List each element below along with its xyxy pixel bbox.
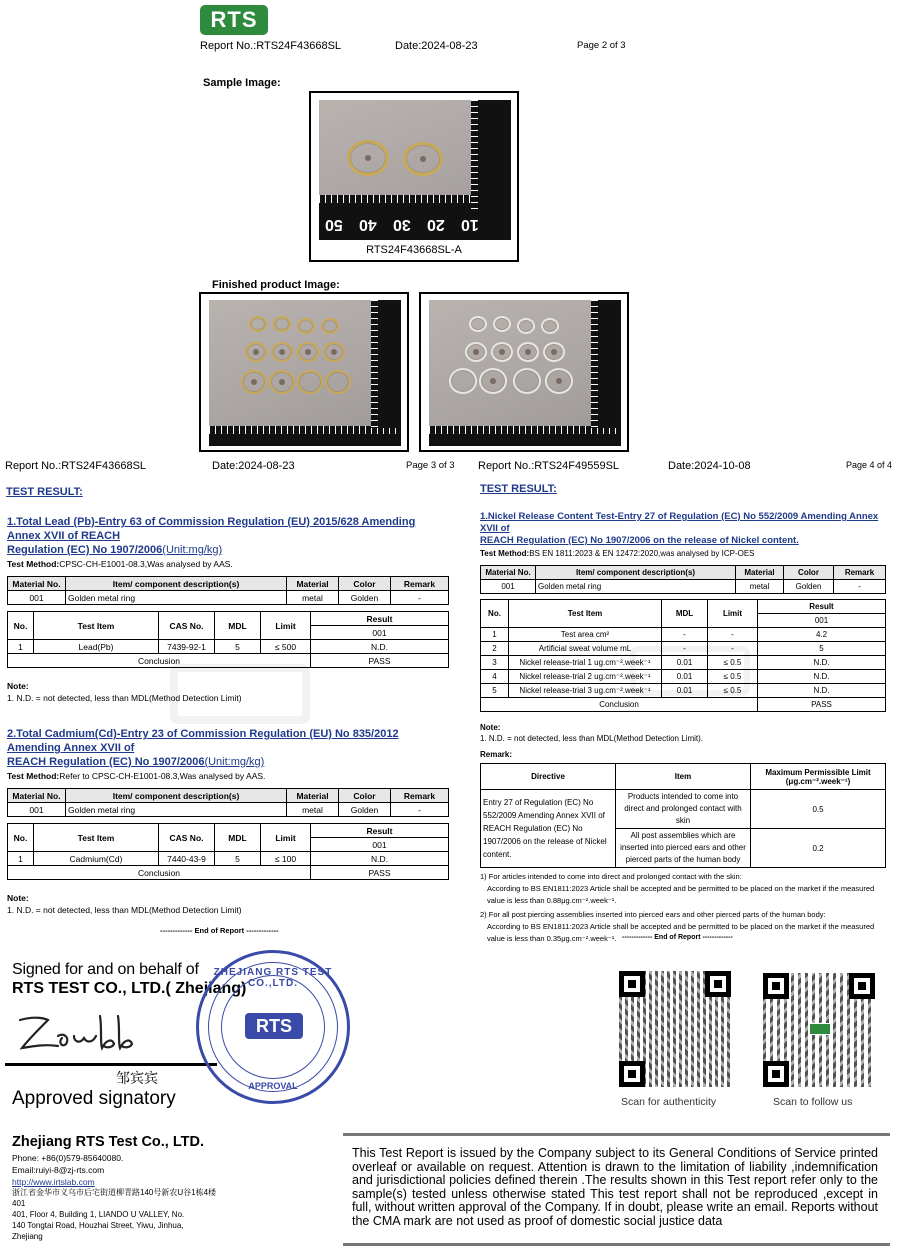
cell: Golden metal ring: [66, 591, 287, 605]
col-color: Color: [339, 577, 391, 591]
method-label: Test Method:: [7, 771, 60, 781]
disclaimer-top-rule: [343, 1133, 890, 1136]
ruler-vertical: [371, 300, 401, 428]
col-color: Color: [339, 789, 391, 803]
cell: All post assemblies which are inserted into pierced ears and other pierced parts of the human body: [616, 829, 751, 868]
sample-image-heading: Sample Image:: [203, 77, 281, 89]
cell: Cadmium(Cd): [34, 852, 159, 866]
col-mdl: MDL: [215, 612, 261, 640]
ruler-number: 10: [461, 216, 479, 233]
section2-result-table: [7, 823, 449, 880]
ring: [245, 342, 267, 362]
finished-image-heading: Finished product Image:: [212, 279, 340, 291]
section1-title: [7, 515, 449, 557]
company-cn-address: 浙江省金华市义乌市后宅街道柳青路140号新农U谷1栋4楼401: [12, 1188, 217, 1208]
conclusion-label: Conclusion: [481, 698, 758, 712]
signed-line2: RTS TEST CO., LTD.( Zhejiang): [12, 980, 247, 997]
company-phone: Phone: +86(0)579-85640080.: [12, 1153, 124, 1163]
remark-note-4: According to BS EN1811:2023 Article shall be accepted and be permitted to be placed on the market if the measured value is less than 0.35μg.cm⁻².week⁻¹.: [487, 922, 875, 943]
finished-photo-gold: [209, 300, 401, 446]
cell: 1: [481, 628, 509, 642]
ruler-number: 20: [427, 216, 445, 233]
result-sample-no: 001: [758, 614, 886, 628]
ring: [513, 368, 541, 394]
left-test-result: TEST RESULT:: [6, 486, 83, 498]
method-text: Refer to CPSC-CH-E1001-08.3,Was analysed by AAS.: [59, 771, 266, 781]
ring: [297, 370, 323, 394]
col-result: Result: [758, 600, 886, 614]
nickel-title: [480, 511, 886, 547]
cell: 7440-43-9: [159, 852, 215, 866]
cell: 2: [481, 642, 509, 656]
nickel-note: 1. N.D. = not detected, less than MDL(Method Detection Limit).: [480, 734, 703, 743]
section1-method: [7, 558, 449, 570]
cell: Test area cm²: [509, 628, 662, 642]
col-result: Result: [311, 824, 449, 838]
cell: 5: [758, 642, 886, 656]
stamp-logo: RTS: [245, 1013, 303, 1039]
nickel-title-line2: REACH Regulation (EC) No 1907/2006 on the release of Nickel content.: [480, 535, 799, 546]
ring: [469, 316, 487, 332]
col-mdl: MDL: [662, 600, 708, 628]
ring: [491, 342, 513, 362]
col-test-item: Test Item: [34, 824, 159, 852]
rts-logo: RTS: [200, 5, 268, 35]
col-test-item: Test Item: [34, 612, 159, 640]
cell: Products intended to come into direct and prolonged contact with skin: [616, 790, 751, 829]
ring: [323, 342, 345, 362]
left-date: Date:2024-08-23: [212, 460, 295, 472]
col-no: No.: [8, 612, 34, 640]
cell: Nickel release-trial 3 ug.cm⁻².week⁻¹: [509, 684, 662, 698]
finished-image-frame-silver: [419, 292, 629, 452]
cell: 1: [8, 852, 34, 866]
sample-image-frame: [309, 91, 519, 262]
follow-qr-code[interactable]: [763, 973, 875, 1087]
ruler-vertical: [591, 300, 621, 428]
remark-table: [480, 763, 886, 868]
col-item: Item: [616, 764, 751, 790]
col-remark: Remark: [834, 566, 886, 580]
cell: 0.01: [662, 656, 708, 670]
header-page: Page 2 of 3: [577, 40, 626, 51]
ring: [297, 318, 315, 334]
nickel-title-line1: 1.Nickel Release Content Test-Entry 27 of Regulation (EC) No 552/2009 Amending Annex XVII of: [480, 511, 879, 534]
ruler-number: 30: [393, 216, 411, 233]
cell: Golden: [784, 580, 834, 594]
ruler-number: 40: [359, 216, 377, 233]
right-page: Page 4 of 4: [846, 460, 893, 470]
ring: [273, 316, 291, 332]
cell: Nickel release-trial 1 ug.cm⁻².week⁻¹: [509, 656, 662, 670]
cell: Golden: [339, 591, 391, 605]
cell: 0.2: [751, 829, 886, 868]
company-website[interactable]: http://www.irtslab.com: [12, 1177, 95, 1187]
cell: metal: [287, 803, 339, 817]
ring: [271, 342, 293, 362]
col-item-desc: Item/ component description(s): [66, 789, 287, 803]
finished-image-frame-gold: [199, 292, 409, 452]
ruler-number: 50: [325, 216, 343, 233]
right-date: Date:2024-10-08: [668, 460, 751, 472]
table-row: [481, 670, 886, 684]
col-cas: CAS No.: [159, 612, 215, 640]
stamp-bottom: APPROVAL: [248, 1081, 298, 1091]
ring: [321, 318, 339, 334]
nickel-result-table: [480, 599, 886, 712]
col-directive: Directive: [481, 764, 616, 790]
method-text: BS EN 1811:2023 & EN 12472:2020,was analysed by ICP-OES: [529, 549, 755, 558]
ruler-vertical: [471, 100, 511, 210]
col-remark: Remark: [391, 789, 449, 803]
authenticity-caption: Scan for authenticity: [621, 1096, 717, 1108]
cell: Golden metal ring: [536, 580, 736, 594]
cell: N.D.: [758, 656, 886, 670]
cell: Lead(Pb): [34, 640, 159, 654]
col-test-item: Test Item: [509, 600, 662, 628]
right-end-of-report: ------------- End of Report -------------: [622, 934, 733, 941]
remark-note-2: According to BS EN1811:2023 Article shall be accepted and be permitted to be placed on the market if the measured value is less than 0.88μg.cm⁻².week⁻¹.: [487, 884, 875, 905]
header-date: Date:2024-08-23: [395, 40, 478, 52]
col-limit: Limit: [261, 612, 311, 640]
method-label: Test Method:: [480, 549, 530, 558]
col-no: No.: [8, 824, 34, 852]
approved-signatory: Approved signatory: [12, 1088, 176, 1109]
follow-caption: Scan to follow us: [773, 1096, 853, 1108]
company-en-address-3: Zhejiang: [12, 1232, 43, 1241]
section1-result-table: [7, 611, 449, 668]
section2-note: 1. N.D. = not detected, less than MDL(Method Detection Limit): [7, 905, 242, 915]
col-max-limit: Maximum Permissible Limit (μg.cm⁻².week⁻¹): [751, 764, 886, 790]
ring: [269, 370, 295, 394]
cell: 0.5: [751, 790, 886, 829]
cell: 4: [481, 670, 509, 684]
method-label: Test Method:: [7, 559, 60, 569]
signed-line1: Signed for and on behalf of: [12, 961, 199, 978]
section1-unit: (Unit:mg/kg): [162, 544, 223, 556]
sample-caption: RTS24F43668SL-A: [366, 244, 462, 256]
ruler-horizontal: [429, 426, 621, 446]
cell: Golden: [339, 803, 391, 817]
section2-note-label: Note:: [7, 893, 29, 903]
col-limit: Limit: [708, 600, 758, 628]
cell: Golden metal ring: [66, 803, 287, 817]
col-remark: Remark: [391, 577, 449, 591]
cell: -: [708, 642, 758, 656]
ring: [545, 368, 573, 394]
ring: [241, 370, 267, 394]
left-page: Page 3 of 3: [406, 460, 455, 471]
cell: N.D.: [311, 640, 449, 654]
table-row: [481, 684, 886, 698]
table-row: [481, 628, 886, 642]
finished-photo-silver: [429, 300, 621, 446]
cell: 5: [481, 684, 509, 698]
col-result: Result: [311, 612, 449, 626]
result-sample-no: 001: [311, 626, 449, 640]
col-item-desc: Item/ component description(s): [66, 577, 287, 591]
ruler-horizontal: [209, 426, 401, 446]
result-sample-no: 001: [311, 838, 449, 852]
ring: [493, 316, 511, 332]
cell: -: [708, 628, 758, 642]
cell: 5: [215, 640, 261, 654]
conclusion-value: PASS: [758, 698, 886, 712]
section2-material-table: [7, 788, 449, 817]
section2-title-line1: 2.Total Cadmium(Cd)-Entry 23 of Commission Regulation (EU) No 835/2012 Amending Annex XVII of: [7, 728, 399, 754]
cell: metal: [736, 580, 784, 594]
handwritten-signature: [14, 1006, 144, 1056]
section2-unit: (Unit:mg/kg): [204, 756, 265, 768]
ring: [325, 370, 351, 394]
company-name: Zhejiang RTS Test Co., LTD.: [12, 1134, 204, 1150]
section1-note: 1. N.D. = not detected, less than MDL(Method Detection Limit): [7, 693, 242, 703]
ring-left: [347, 140, 389, 176]
ring-right: [403, 142, 443, 176]
ring: [517, 342, 539, 362]
directive-cell: Entry 27 of Regulation (EC) No 552/2009 Amending Annex XVII of REACH Regulation (EC) No 1907/2006 on the release of Nickel content.: [481, 790, 616, 868]
header-report-no: Report No.:RTS24F43668SL: [200, 40, 342, 52]
ring: [543, 342, 565, 362]
section2-title-line2: REACH Regulation (EC) No 1907/2006: [7, 756, 205, 768]
col-color: Color: [784, 566, 834, 580]
cell: -: [662, 628, 708, 642]
table-row: [481, 642, 886, 656]
left-section2: [7, 727, 449, 916]
left-end-of-report: ------------- End of Report -------------: [160, 926, 279, 935]
col-material-no: Material No.: [481, 566, 536, 580]
conclusion-value: PASS: [311, 866, 449, 880]
right-test-result: TEST RESULT:: [480, 483, 557, 495]
conclusion-value: PASS: [311, 654, 449, 668]
cell: ≤ 0.5: [708, 656, 758, 670]
conclusion-label: Conclusion: [8, 866, 311, 880]
company-en-address-2: 140 Tongtai Road, Houzhai Street, Yiwu, Jinhua,: [12, 1221, 184, 1230]
cell: -: [834, 580, 886, 594]
section1-title-line2: Regulation (EC) No 1907/2006: [7, 544, 163, 556]
company-email: Email:ruiyi-8@zj-rts.com: [12, 1165, 105, 1175]
cell: 3: [481, 656, 509, 670]
section1-note-label: Note:: [7, 681, 29, 691]
cell: metal: [287, 591, 339, 605]
cell: 4.2: [758, 628, 886, 642]
cell: ≤ 0.5: [708, 684, 758, 698]
cell: 0.01: [662, 670, 708, 684]
cell: 001: [8, 803, 66, 817]
cell: Artificial sweat volume mL: [509, 642, 662, 656]
nickel-method: [480, 548, 886, 560]
signature-line: [5, 1063, 217, 1066]
cell: 7439-92-1: [159, 640, 215, 654]
company-en-address-1: 401, Floor 4, Building 1, LIANDO U VALLEY, No.: [12, 1210, 185, 1219]
right-section: [480, 511, 886, 945]
disclaimer-bottom-rule: [343, 1243, 890, 1246]
remark-note-3: 2) For all post piercing assemblies inserted into pierced ears and other pierced parts of the human body:: [480, 910, 826, 919]
ring: [541, 318, 559, 334]
ring: [249, 316, 267, 332]
col-cas: CAS No.: [159, 824, 215, 852]
ring: [517, 318, 535, 334]
disclaimer-text: This Test Report is issued by the Company subject to its General Conditions of Service printed overleaf or available on request. Attention is drawn to the limitation of liability ,indemnification and jurisdictional policies defined therein .The results shown in this Test report refer only to the sample(s) tested unless otherwise stated This test report shall not be reproduced ,except in full, without written approval of the Company. If in doubt, please write an email. Reports without the CMA mark are not used as proof of domestic social justice data: [352, 1146, 878, 1228]
cell: N.D.: [758, 684, 886, 698]
cell: ≤ 100: [261, 852, 311, 866]
cell: -: [391, 591, 449, 605]
section2-method: [7, 770, 449, 782]
cell: -: [662, 642, 708, 656]
cell: 1: [8, 640, 34, 654]
ring: [297, 342, 319, 362]
stamp-text: ZHEJIANG RTS TEST CO.,LTD.: [213, 967, 333, 989]
qr-center-logo: [809, 1023, 831, 1035]
ring: [449, 368, 477, 394]
left-report-no: Report No.:RTS24F43668SL: [5, 460, 147, 472]
col-material: Material: [736, 566, 784, 580]
col-material-no: Material No.: [8, 577, 66, 591]
company-stamp: [196, 950, 350, 1104]
remark-label: Remark:: [480, 750, 513, 759]
remark-note-1: 1) For articles intended to come into direct and prolonged contact with the skin:: [480, 872, 742, 881]
col-no: No.: [481, 600, 509, 628]
cell: -: [391, 803, 449, 817]
nickel-material-table: [480, 565, 886, 594]
section1-material-table: [7, 576, 449, 605]
cell: 001: [8, 591, 66, 605]
conclusion-label: Conclusion: [8, 654, 311, 668]
cell: ≤ 500: [261, 640, 311, 654]
col-limit: Limit: [261, 824, 311, 852]
ring: [479, 368, 507, 394]
cell: 0.01: [662, 684, 708, 698]
section2-title: [7, 727, 449, 769]
col-material: Material: [287, 789, 339, 803]
cell: 001: [481, 580, 536, 594]
signatory-chinese-name: 邹宾宾: [116, 1070, 158, 1086]
col-item-desc: Item/ component description(s): [536, 566, 736, 580]
col-material: Material: [287, 577, 339, 591]
cell: ≤ 0.5: [708, 670, 758, 684]
nickel-note-label: Note:: [480, 723, 501, 732]
right-report-no: Report No.:RTS24F49559SL: [478, 460, 620, 472]
authenticity-qr-code[interactable]: [619, 971, 731, 1087]
method-text: CPSC-CH-E1001-08.3,Was analysed by AAS.: [59, 559, 233, 569]
section1-title-line1: 1.Total Lead (Pb)-Entry 63 of Commission Regulation (EU) 2015/628 Amending Annex XVII of REACH: [7, 516, 416, 542]
cell: N.D.: [758, 670, 886, 684]
cell: 5: [215, 852, 261, 866]
ring: [465, 342, 487, 362]
left-section1: [7, 515, 449, 704]
sample-photo: [319, 100, 511, 240]
cell: Nickel release-trial 2 ug.cm⁻².week⁻¹: [509, 670, 662, 684]
col-material-no: Material No.: [8, 789, 66, 803]
col-mdl: MDL: [215, 824, 261, 852]
table-row: [481, 656, 886, 670]
cell: N.D.: [311, 852, 449, 866]
